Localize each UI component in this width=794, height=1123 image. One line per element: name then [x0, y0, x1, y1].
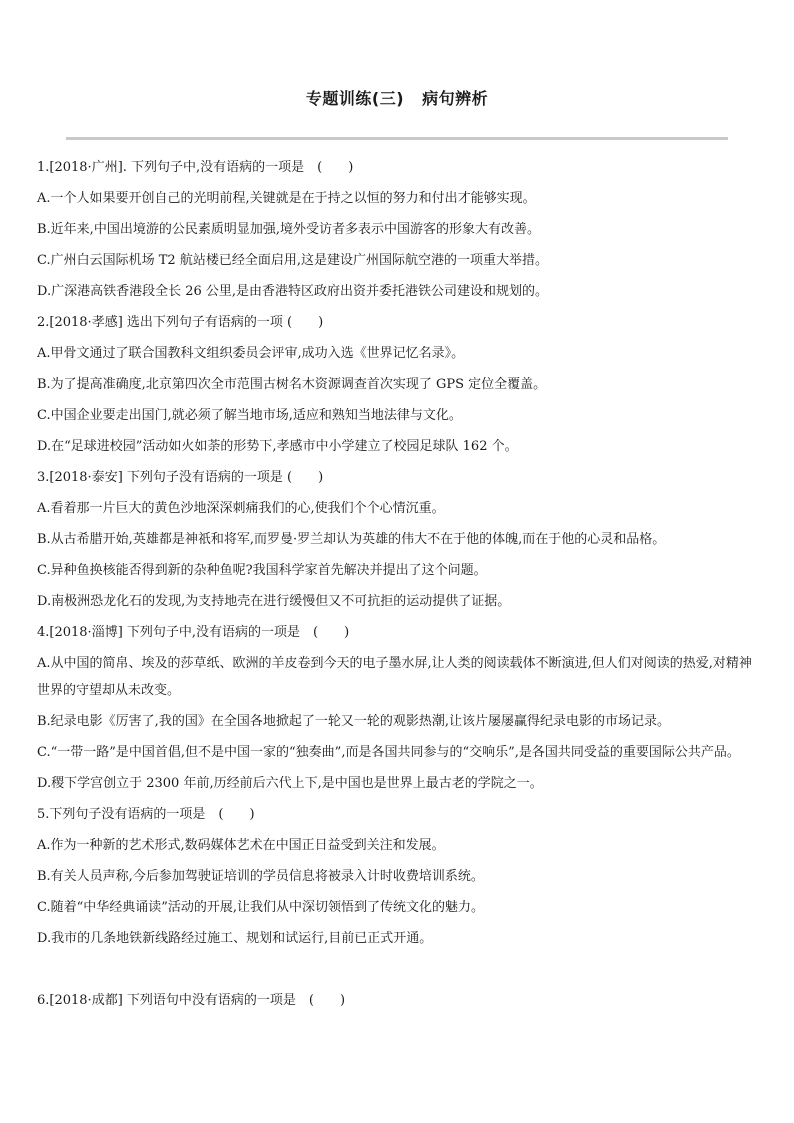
title-divider — [66, 137, 728, 140]
title-subject: 病句辨析 — [422, 89, 489, 108]
option-a: A.甲骨文通过了联合国教科文组织委员会评审,成功入选《世界记忆名录》。 — [37, 346, 465, 361]
option-a: A.看着那一片巨大的黄色沙地深深刺痛我们的心,使我们个个心情沉重。 — [37, 501, 445, 516]
option-d: D.稷下学宫创立于 2300 年前,历经前后六代上下,是中国也是世界上最古老的学院之一。 — [37, 776, 543, 791]
option-c: C.广州白云国际机场 T2 航站楼已经全面启用,这是建设广州国际航空港的一项重大举措。 — [37, 253, 548, 268]
option-a: A.作为一种新的艺术形式,数码媒体艺术在中国正日益受到关注和发展。 — [37, 838, 445, 853]
question-stem: 2.[2018·孝感] 选出下列句子有语病的一项 ( ) — [37, 315, 324, 330]
question-stem: 3.[2018·泰安] 下列句子没有语病的一项是 ( ) — [37, 470, 324, 485]
page-title — [0, 86, 794, 109]
option-d: D.广深港高铁香港段全长 26 公里,是由香港特区政府出资并委托港铁公司建设和规划的。 — [37, 284, 549, 299]
question-stem: 4.[2018·淄博] 下列句子中,没有语病的一项是 ( ) — [37, 625, 350, 640]
option-c: C.中国企业要走出国门,就必须了解当地市场,适应和熟知当地法律与文化。 — [37, 408, 462, 423]
option-d: D.在“足球进校园”活动如火如荼的形势下,孝感市中小学建立了校园足球队 162 个。 — [37, 439, 518, 454]
question-stem: 1.[2018·广州]. 下列句子中,没有语病的一项是 ( ) — [37, 160, 354, 175]
section-gap — [37, 954, 759, 985]
option-c: C.“一带一路”是中国首倡,但不是中国一家的“独奏曲”,而是各国共同参与的“交响乐”,是各国共同受益的重要国际公共产品。 — [37, 745, 740, 760]
option-c: C.随着“中华经典诵读”活动的开展,让我们从中深切领悟到了传统文化的魅力。 — [37, 900, 485, 915]
option-b: B.有关人员声称,今后参加驾驶证培训的学员信息将被录入计时收费培训系统。 — [37, 869, 484, 884]
option-d: D.我市的几条地铁新线路经过施工、规划和试运行,目前已正式开通。 — [37, 931, 433, 946]
question-stem: 6.[2018·成都] 下列语句中没有语病的一项是 ( ) — [37, 993, 346, 1008]
option-b: B.为了提高准确度,北京第四次全市范围古树名木资源调查首次实现了 GPS 定位全覆盖。 — [37, 377, 547, 392]
option-b: B.从古希腊开始,英雄都是神祇和将军,而罗曼·罗兰却认为英雄的伟大不在于他的体魄,而在于他的心灵和品格。 — [37, 532, 666, 547]
title-topic: 专题训练(三) — [305, 89, 405, 108]
question-stem: 5.下列句子没有语病的一项是 ( ) — [37, 807, 255, 822]
option-b: B.近年来,中国出境游的公民素质明显加强,境外受访者多表示中国游客的形象大有改善。 — [37, 222, 540, 237]
option-a: A.从中国的简帛、埃及的莎草纸、欧洲的羊皮卷到今天的电子墨水屏,让人类的阅读载体不断演进,但人们对阅读的热爱,对精神世界的守望却从未改变。 — [37, 656, 752, 698]
option-c: C.异种鱼换核能否得到新的杂种鱼呢?我国科学家首先解决并提出了这个问题。 — [37, 563, 487, 578]
question-list — [37, 152, 759, 1016]
option-b: B.纪录电影《厉害了,我的国》在全国各地掀起了一轮又一轮的观影热潮,让该片屡屡赢得纪录电影的市场记录。 — [37, 714, 670, 729]
option-d: D.南极洲恐龙化石的发现,为支持地壳在进行缓慢但又不可抗拒的运动提供了证据。 — [37, 594, 511, 609]
option-a: A.一个人如果要开创自己的光明前程,关键就是在于持之以恒的努力和付出才能够实现。 — [37, 191, 536, 206]
